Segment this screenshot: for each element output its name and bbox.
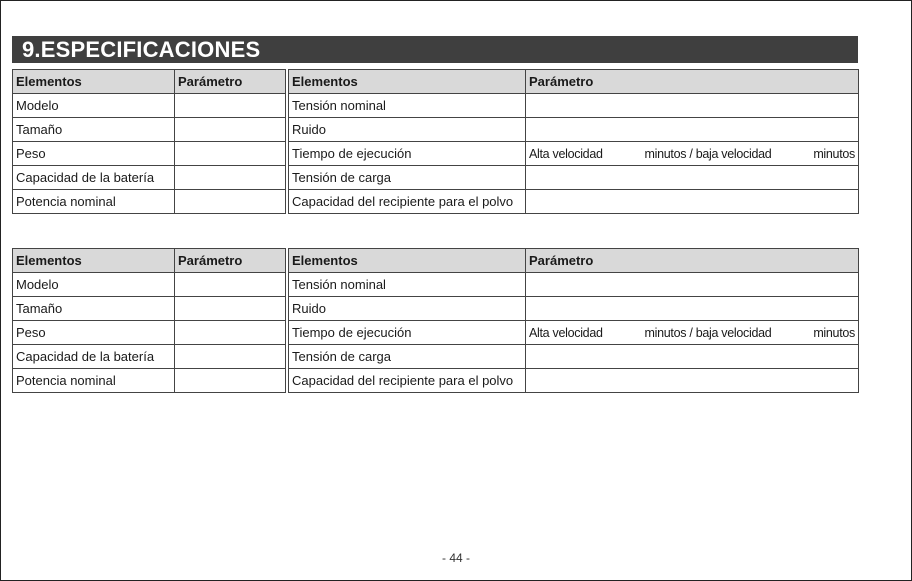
row-label: Peso <box>13 142 175 166</box>
row-label: Tensión nominal <box>289 94 526 118</box>
runtime-high-speed: Alta velocidad <box>529 146 603 161</box>
table-row <box>13 321 286 345</box>
table-row <box>13 118 286 142</box>
table-row <box>13 142 286 166</box>
row-value <box>175 297 286 321</box>
row-label: Ruido <box>289 118 526 142</box>
table-row <box>289 345 859 369</box>
row-label: Modelo <box>13 273 175 297</box>
table-row <box>13 94 286 118</box>
table-row <box>289 369 859 393</box>
table-row <box>289 166 859 190</box>
row-label: Tiempo de ejecución <box>289 142 526 166</box>
row-label: Ruido <box>289 297 526 321</box>
table-header-row <box>289 249 859 273</box>
runtime-low-speed: minutos / baja velocidad <box>644 325 772 340</box>
row-value <box>175 369 286 393</box>
table-row <box>289 142 859 166</box>
row-label: Potencia nominal <box>13 190 175 214</box>
row-value <box>526 345 859 369</box>
table-row <box>13 166 286 190</box>
row-value <box>175 94 286 118</box>
table-row <box>13 297 286 321</box>
table-row <box>13 369 286 393</box>
row-label: Tiempo de ejecución <box>289 321 526 345</box>
spec-table-left-1 <box>12 69 286 214</box>
column-header-parametro: Parámetro <box>526 70 859 94</box>
table-row <box>289 94 859 118</box>
runtime-minutes: minutos <box>813 146 855 161</box>
table-row <box>13 345 286 369</box>
table-row <box>289 118 859 142</box>
column-header-elementos: Elementos <box>13 70 175 94</box>
spec-table-right-2 <box>288 248 859 393</box>
table-row <box>289 190 859 214</box>
row-value <box>175 166 286 190</box>
row-value <box>175 142 286 166</box>
column-header-elementos: Elementos <box>289 249 526 273</box>
column-header-elementos: Elementos <box>13 249 175 273</box>
column-header-parametro: Parámetro <box>175 70 286 94</box>
row-value <box>526 94 859 118</box>
row-label: Peso <box>13 321 175 345</box>
table-header-row <box>13 249 286 273</box>
row-label: Capacidad de la batería <box>13 345 175 369</box>
row-label: Tensión de carga <box>289 166 526 190</box>
table-header-row <box>13 70 286 94</box>
table-row <box>289 297 859 321</box>
column-header-parametro: Parámetro <box>526 249 859 273</box>
row-value <box>175 345 286 369</box>
row-value <box>175 321 286 345</box>
runtime-value <box>526 142 859 166</box>
row-value <box>526 273 859 297</box>
table-row <box>13 190 286 214</box>
row-label: Tamaño <box>13 118 175 142</box>
row-label: Modelo <box>13 94 175 118</box>
column-header-parametro: Parámetro <box>175 249 286 273</box>
column-header-elementos: Elementos <box>289 70 526 94</box>
table-row <box>289 273 859 297</box>
table-header-row <box>289 70 859 94</box>
table-row <box>13 273 286 297</box>
runtime-low-speed: minutos / baja velocidad <box>644 146 772 161</box>
row-label: Tensión de carga <box>289 345 526 369</box>
runtime-value <box>526 321 859 345</box>
table-row <box>289 321 859 345</box>
row-value <box>175 273 286 297</box>
row-label: Capacidad de la batería <box>13 166 175 190</box>
row-label: Tensión nominal <box>289 273 526 297</box>
row-label: Capacidad del recipiente para el polvo <box>289 190 526 214</box>
spec-table-left-2 <box>12 248 286 393</box>
row-value <box>526 166 859 190</box>
section-title: 9.ESPECIFICACIONES <box>12 36 858 63</box>
row-label: Potencia nominal <box>13 369 175 393</box>
row-value <box>175 118 286 142</box>
page-number: - 44 - <box>441 551 470 565</box>
row-value <box>526 369 859 393</box>
row-value <box>175 190 286 214</box>
runtime-high-speed: Alta velocidad <box>529 325 603 340</box>
row-label: Tamaño <box>13 297 175 321</box>
runtime-minutes: minutos <box>813 325 855 340</box>
row-value <box>526 118 859 142</box>
spec-table-right-1 <box>288 69 859 214</box>
row-value <box>526 297 859 321</box>
row-value <box>526 190 859 214</box>
row-label: Capacidad del recipiente para el polvo <box>289 369 526 393</box>
